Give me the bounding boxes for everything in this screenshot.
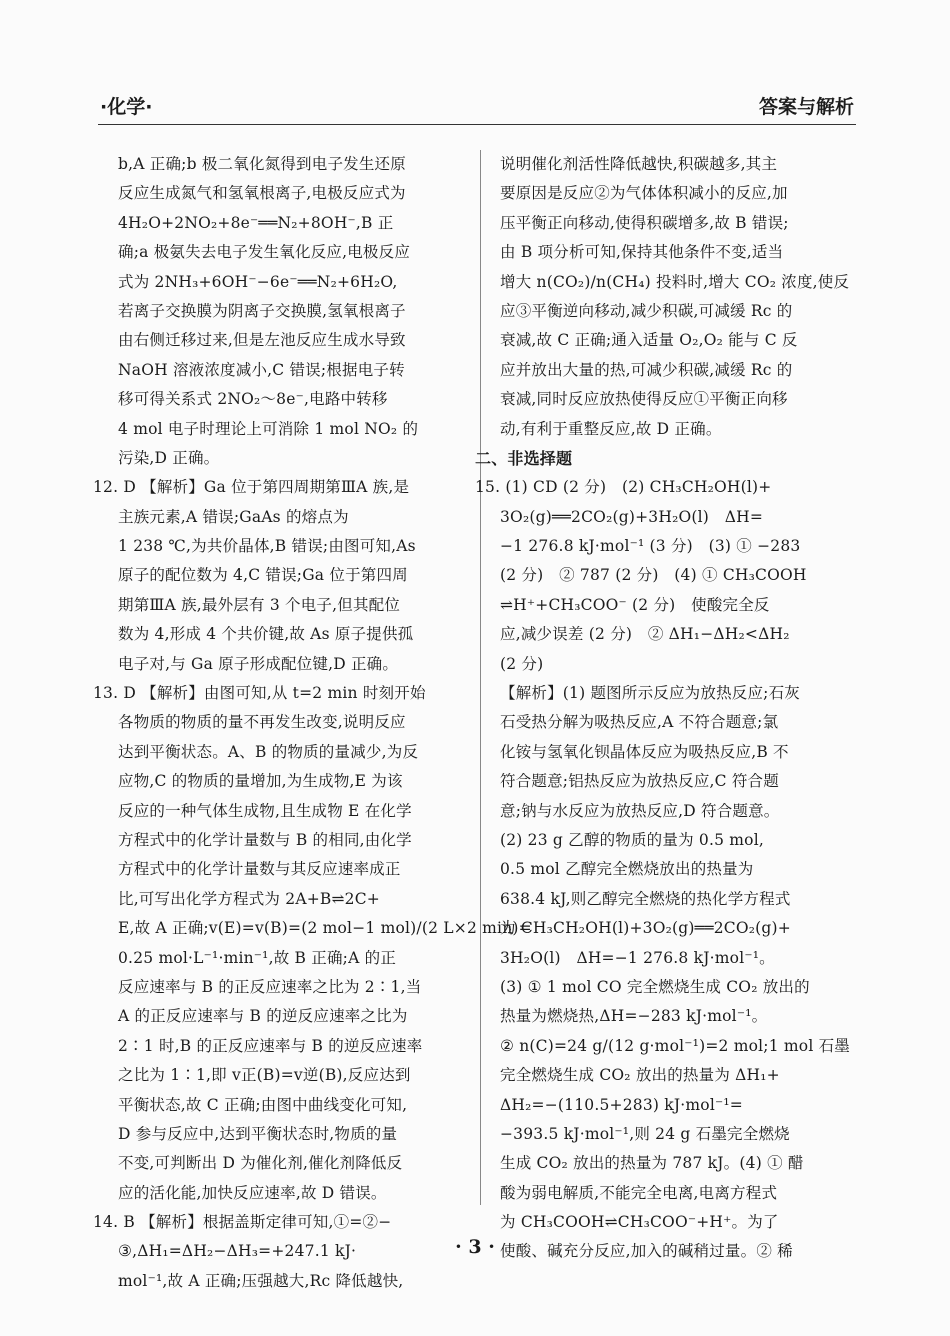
text-line: ③,ΔH₁=ΔH₂−ΔH₃=+247.1 kJ· <box>118 1242 357 1261</box>
text-line: 动,有利于重整反应,故 D 正确。 <box>500 419 722 438</box>
text-line: 主族元素,A 错误;GaAs 的熔点为 <box>118 507 349 526</box>
text-line: −393.5 kJ·mol⁻¹,则 24 g 石墨完全燃烧 <box>500 1124 790 1143</box>
text-line: 0.25 mol·L⁻¹·min⁻¹,故 B 正确;A 的正 <box>118 948 397 967</box>
text-line: 方程式中的化学计量数与 B 的相同,由化学 <box>118 830 412 849</box>
text-line: 之比为 1∶1,即 v正(B)=v逆(B),反应达到 <box>118 1066 411 1085</box>
text-line: E,故 A 正确;v(E)=v(B)=(2 mol−1 mol)/(2 L×2 min)= <box>118 919 532 938</box>
text-line: 13. D 【解析】由图可知,从 t=2 min 时刻开始 <box>93 684 426 703</box>
section-label: 答案与解析 <box>758 96 854 118</box>
text-line: 反应生成氮气和氢氧根离子,电极反应式为 <box>118 184 406 203</box>
text-line: (3) ① 1 mol CO 完全燃烧生成 CO₂ 放出的 <box>500 977 810 996</box>
text-line: 不变,可判断出 D 为催化剂,催化剂降低反 <box>118 1154 403 1173</box>
text-line: (2 分) ② 787 (2 分) (4) ① CH₃COOH <box>500 566 807 585</box>
text-line: (2 分) <box>500 654 544 673</box>
text-line: 衰减,故 C 正确;通入适量 O₂,O₂ 能与 C 反 <box>500 331 798 350</box>
text-line: b,A 正确;b 极二氧化氮得到电子发生还原 <box>118 155 406 173</box>
text-line: 15. (1) CD (2 分) (2) CH₃CH₂OH(l)+ <box>475 478 772 497</box>
text-line: 说明催化剂活性降低越快,积碳越多,其主 <box>500 155 778 173</box>
text-line: NaOH 溶液浓度减小,C 错误;根据电子转 <box>118 360 405 379</box>
text-line: ② n(C)=24 g/(12 g·mol⁻¹)=2 mol;1 mol 石墨 <box>500 1036 851 1055</box>
text-line: 12. D 【解析】Ga 位于第四周期第ⅢA 族,是 <box>93 478 410 497</box>
text-line: 【解析】(1) 题图所示反应为放热反应;石灰 <box>500 684 801 703</box>
text-line: 3O₂(g)══2CO₂(g)+3H₂O(l) ΔH= <box>500 507 764 526</box>
text-line: 达到平衡状态。A、B 的物质的量减少,为反 <box>118 742 419 761</box>
text-line: 移可得关系式 2NO₂～8e⁻,电路中转移 <box>118 390 388 409</box>
text-line: 由 B 项分析可知,保持其他条件不变,适当 <box>500 243 784 262</box>
text-line: 完全燃烧生成 CO₂ 放出的热量为 ΔH₁+ <box>500 1066 780 1085</box>
text-line: 为 CH₃COOH⇌CH₃COO⁻+H⁺。为了 <box>500 1213 779 1232</box>
text-line: 0.5 mol 乙醇完全燃烧放出的热量为 <box>500 860 754 879</box>
text-line: 各物质的物质的量不再发生改变,说明反应 <box>118 713 406 732</box>
text-line: 要原因是反应②为气体体积减小的反应,加 <box>500 184 788 203</box>
text-line: A 的正反应速率与 B 的逆反应速率之比为 <box>118 1007 408 1026</box>
text-line: 电子对,与 Ga 原子形成配位键,D 正确。 <box>118 654 399 673</box>
text-line: 4 mol 电子时理论上可消除 1 mol NO₂ 的 <box>118 419 419 438</box>
text-line: 二、非选择题 <box>475 448 573 468</box>
text-line: 应的活化能,加快反应速率,故 D 错误。 <box>118 1183 387 1202</box>
text-line: 应③平衡逆向移动,减少积碳,可减缓 Rc 的 <box>500 301 793 320</box>
text-line: 污染,D 正确。 <box>118 448 220 467</box>
text-line: −1 276.8 kJ·mol⁻¹ (3 分) (3) ① −283 <box>500 537 801 556</box>
text-line: 应并放出大量的热,可减少积碳,减缓 Rc 的 <box>500 360 793 379</box>
text-line: 数为 4,形成 4 个共价键,故 As 原子提供孤 <box>118 625 414 644</box>
text-line: D 参与反应中,达到平衡状态时,物质的量 <box>118 1124 398 1143</box>
text-line: 热量为燃烧热,ΔH=−283 kJ·mol⁻¹。 <box>500 1007 768 1026</box>
text-line: 化铵与氢氧化钡晶体反应为吸热反应,B 不 <box>500 742 789 761</box>
text-line: ⇌H⁺+CH₃COO⁻ (2 分) 使酸完全反 <box>500 595 770 614</box>
text-line: 石受热分解为吸热反应,A 不符合题意;氯 <box>500 713 779 732</box>
text-line: 衰减,同时反应放热使得反应①平衡正向移 <box>500 390 788 409</box>
page-number: · 3 · <box>455 1236 495 1258</box>
text-line: 比,可写出化学方程式为 2A+B⇌2C+ <box>118 889 380 908</box>
text-line: 4H₂O+2NO₂+8e⁻══N₂+8OH⁻,B 正 <box>118 213 394 232</box>
text-line: 应,减少误差 (2 分) ② ΔH₁−ΔH₂<ΔH₂ <box>500 625 790 644</box>
text-line: 式为 2NH₃+6OH⁻−6e⁻══N₂+6H₂O, <box>118 272 398 291</box>
text-line: 压平衡正向移动,使得积碳增多,故 B 错误; <box>500 213 789 232</box>
text-line: 1 238 ℃,为共价晶体,B 错误;由图可知,As <box>118 537 416 556</box>
text-line: 反应速率与 B 的正反应速率之比为 2∶1,当 <box>118 977 422 996</box>
right-column <box>475 150 852 1267</box>
text-line: 确;a 极氨失去电子发生氧化反应,电极反应 <box>118 243 411 262</box>
text-line: 反应的一种气体生成物,且生成物 E 在化学 <box>118 801 412 820</box>
text-line: 638.4 kJ,则乙醇完全燃烧的热化学方程式 <box>500 889 791 908</box>
text-line: 意;钠与水反应为放热反应,D 符合题意。 <box>500 801 780 820</box>
text-line: 期第ⅢA 族,最外层有 3 个电子,但其配位 <box>118 595 401 614</box>
text-line: ΔH₂=−(110.5+283) kJ·mol⁻¹= <box>500 1095 743 1114</box>
text-line: 使酸、碱充分反应,加入的碱稍过量。② 稀 <box>500 1242 793 1261</box>
text-line: 原子的配位数为 4,C 错误;Ga 位于第四周 <box>118 566 408 585</box>
text-line: 2∶1 时,B 的正反应速率与 B 的逆反应速率 <box>118 1036 423 1055</box>
text-line: 应物,C 的物质的量增加,为生成物,E 为该 <box>118 772 403 791</box>
text-line: 平衡状态,故 C 正确;由图中曲线变化可知, <box>118 1095 408 1114</box>
text-line: 生成 CO₂ 放出的热量为 787 kJ。(4) ① 醋 <box>500 1154 804 1173</box>
text-line: 若离子交换膜为阴离子交换膜,氢氧根离子 <box>118 301 406 320</box>
text-line: 符合题意;铝热反应为放热反应,C 符合题 <box>500 772 779 791</box>
header-divider <box>98 124 856 125</box>
text-line: 由右侧迁移过来,但是左池反应生成水导致 <box>118 331 406 350</box>
text-line: 增大 n(CO₂)/n(CH₄) 投料时,增大 CO₂ 浓度,使反 <box>500 272 850 291</box>
column-divider <box>480 150 481 1205</box>
text-line: 酸为弱电解质,不能完全电离,电离方程式 <box>500 1183 778 1202</box>
text-line: 为 CH₃CH₂OH(l)+3O₂(g)══2CO₂(g)+ <box>500 919 791 938</box>
subject-label: ·化学· <box>100 96 153 118</box>
text-line: mol⁻¹,故 A 正确;压强越大,Rc 降低越快, <box>118 1271 404 1290</box>
text-line: 14. B 【解析】根据盖斯定律可知,①=②− <box>93 1213 392 1232</box>
text-line: (2) 23 g 乙醇的物质的量为 0.5 mol, <box>500 830 765 849</box>
text-line: 方程式中的化学计量数与其反应速率成正 <box>118 860 401 879</box>
text-line: 3H₂O(l) ΔH=−1 276.8 kJ·mol⁻¹。 <box>500 948 775 967</box>
